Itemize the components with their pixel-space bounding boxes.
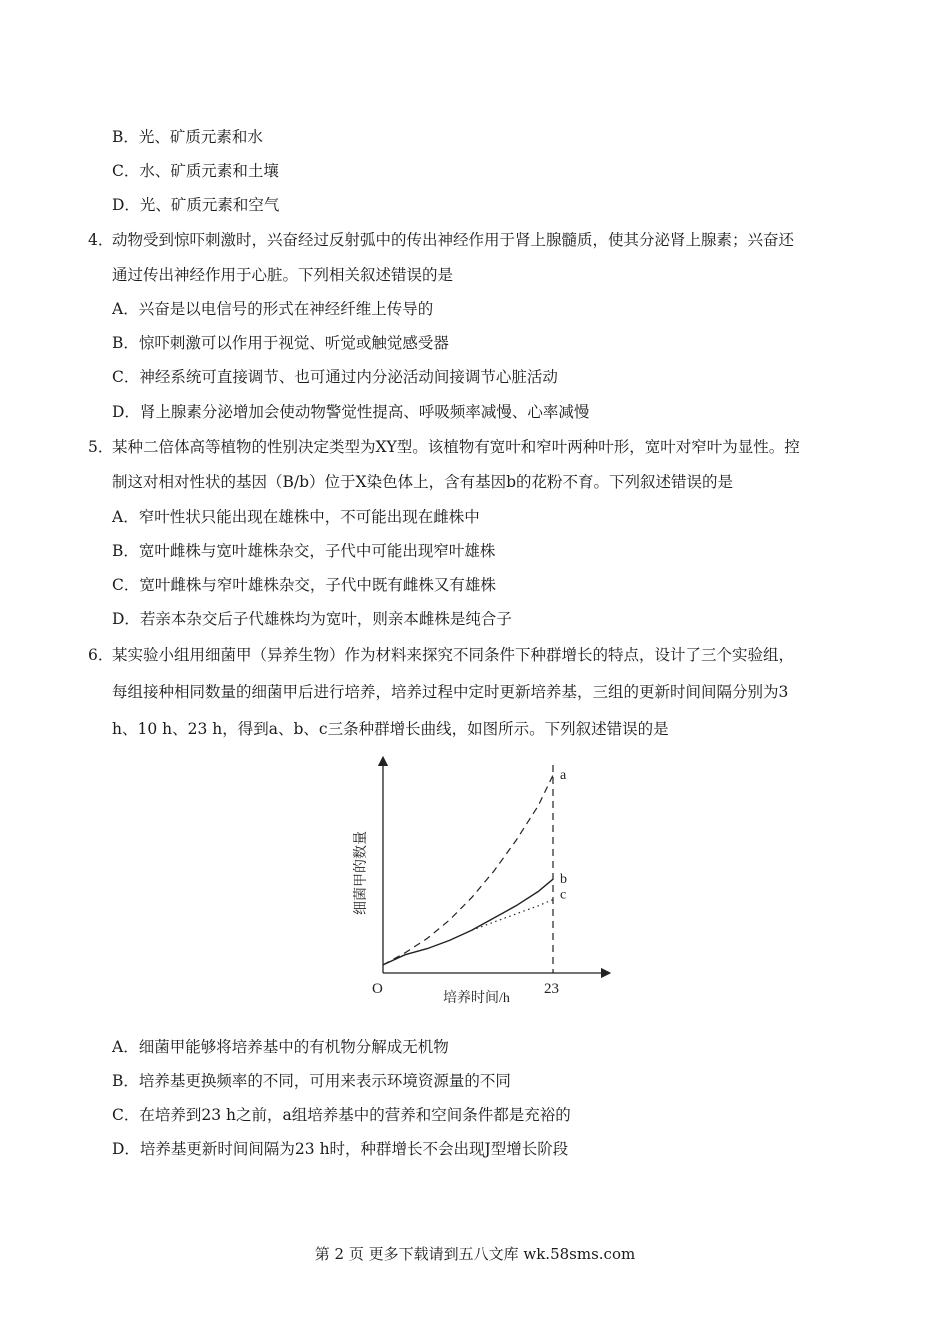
q6-option-b: B．培养基更换频率的不同，可用来表示环境资源量的不同 <box>112 1072 511 1090</box>
q6-number: 6． <box>88 646 114 664</box>
growth-curve-chart <box>340 755 620 1010</box>
q5-option-c: C．宽叶雌株与窄叶雄株杂交，子代中既有雌株又有雄株 <box>112 576 496 594</box>
q6-option-d: D．培养基更新时间间隔为23 h时，种群增长不会出现J型增长阶段 <box>112 1140 569 1158</box>
series-a-line <box>383 775 553 965</box>
q3-option-c: C．水、矿质元素和土壤 <box>112 162 279 180</box>
series-c-line <box>472 900 553 931</box>
q5-option-b: B．宽叶雌株与宽叶雄株杂交，子代中可能出现窄叶雄株 <box>112 542 496 560</box>
series-b-label: b <box>560 872 567 888</box>
q3-option-d: D．光、矿质元素和空气 <box>112 196 280 214</box>
series-a-label: a <box>560 768 567 784</box>
q4-option-d: D．肾上腺素分泌增加会使动物警觉性提高、呼吸频率减慢、心率减慢 <box>112 403 590 421</box>
q6-option-a: A．细菌甲能够将培养基中的有机物分解成无机物 <box>112 1038 449 1056</box>
q6-stem-line-1: 某实验小组用细菌甲（异养生物）作为材料来探究不同条件下种群增长的特点，设计了三个实验组， <box>112 646 795 664</box>
q4-stem-line-2: 通过传出神经作用于心脏。下列相关叙述错误的是 <box>112 266 454 284</box>
q3-option-b: B．光、矿质元素和水 <box>112 128 263 146</box>
q4-option-b: B．惊吓刺激可以作用于视觉、听觉或触觉感受器 <box>112 334 449 352</box>
x-axis-label: 培养时间/h <box>443 991 510 1006</box>
q5-stem-line-2: 制这对相对性状的基因（B/b）位于X染色体上，含有基因b的花粉不育。下列叙述错误的是 <box>112 473 733 491</box>
q4-number: 4． <box>88 231 114 249</box>
q4-option-c: C．神经系统可直接调节、也可通过内分泌活动间接调节心脏活动 <box>112 368 558 386</box>
q6-option-c: C．在培养到23 h之前，a组培养基中的营养和空间条件都是充裕的 <box>112 1106 571 1124</box>
origin-label: O <box>372 981 383 997</box>
y-axis-label: 细菌甲的数量 <box>354 831 369 915</box>
series-c-label: c <box>560 887 567 903</box>
x-tick-label: 23 <box>544 981 559 997</box>
q5-stem-line-1: 某种二倍体高等植物的性别决定类型为XY型。该植物有宽叶和窄叶两种叶形，宽叶对窄叶为显性。控 <box>112 438 800 456</box>
q5-number: 5． <box>88 438 114 456</box>
q4-stem-line-1: 动物受到惊吓刺激时，兴奋经过反射弧中的传出神经作用于肾上腺髓质，使其分泌肾上腺素；兴奋还 <box>112 231 795 249</box>
series-b-line <box>383 879 553 965</box>
page-footer: 第 2 页 更多下载请到五八文库 wk.58sms.com <box>314 1245 636 1263</box>
q6-stem-line-3: h、10 h、23 h，得到a、b、c三条种群增长曲线，如图所示。下列叙述错误的是 <box>112 720 669 738</box>
q5-option-a: A．窄叶性状只能出现在雄株中，不可能出现在雌株中 <box>112 508 480 526</box>
q6-stem-line-2: 每组接种相同数量的细菌甲后进行培养，培养过程中定时更新培养基，三组的更新时间间隔分别为3 <box>112 683 789 701</box>
q5-option-d: D．若亲本杂交后子代雄株均为宽叶，则亲本雌株是纯合子 <box>112 610 512 628</box>
q4-option-a: A．兴奋是以电信号的形式在神经纤维上传导的 <box>112 300 434 318</box>
